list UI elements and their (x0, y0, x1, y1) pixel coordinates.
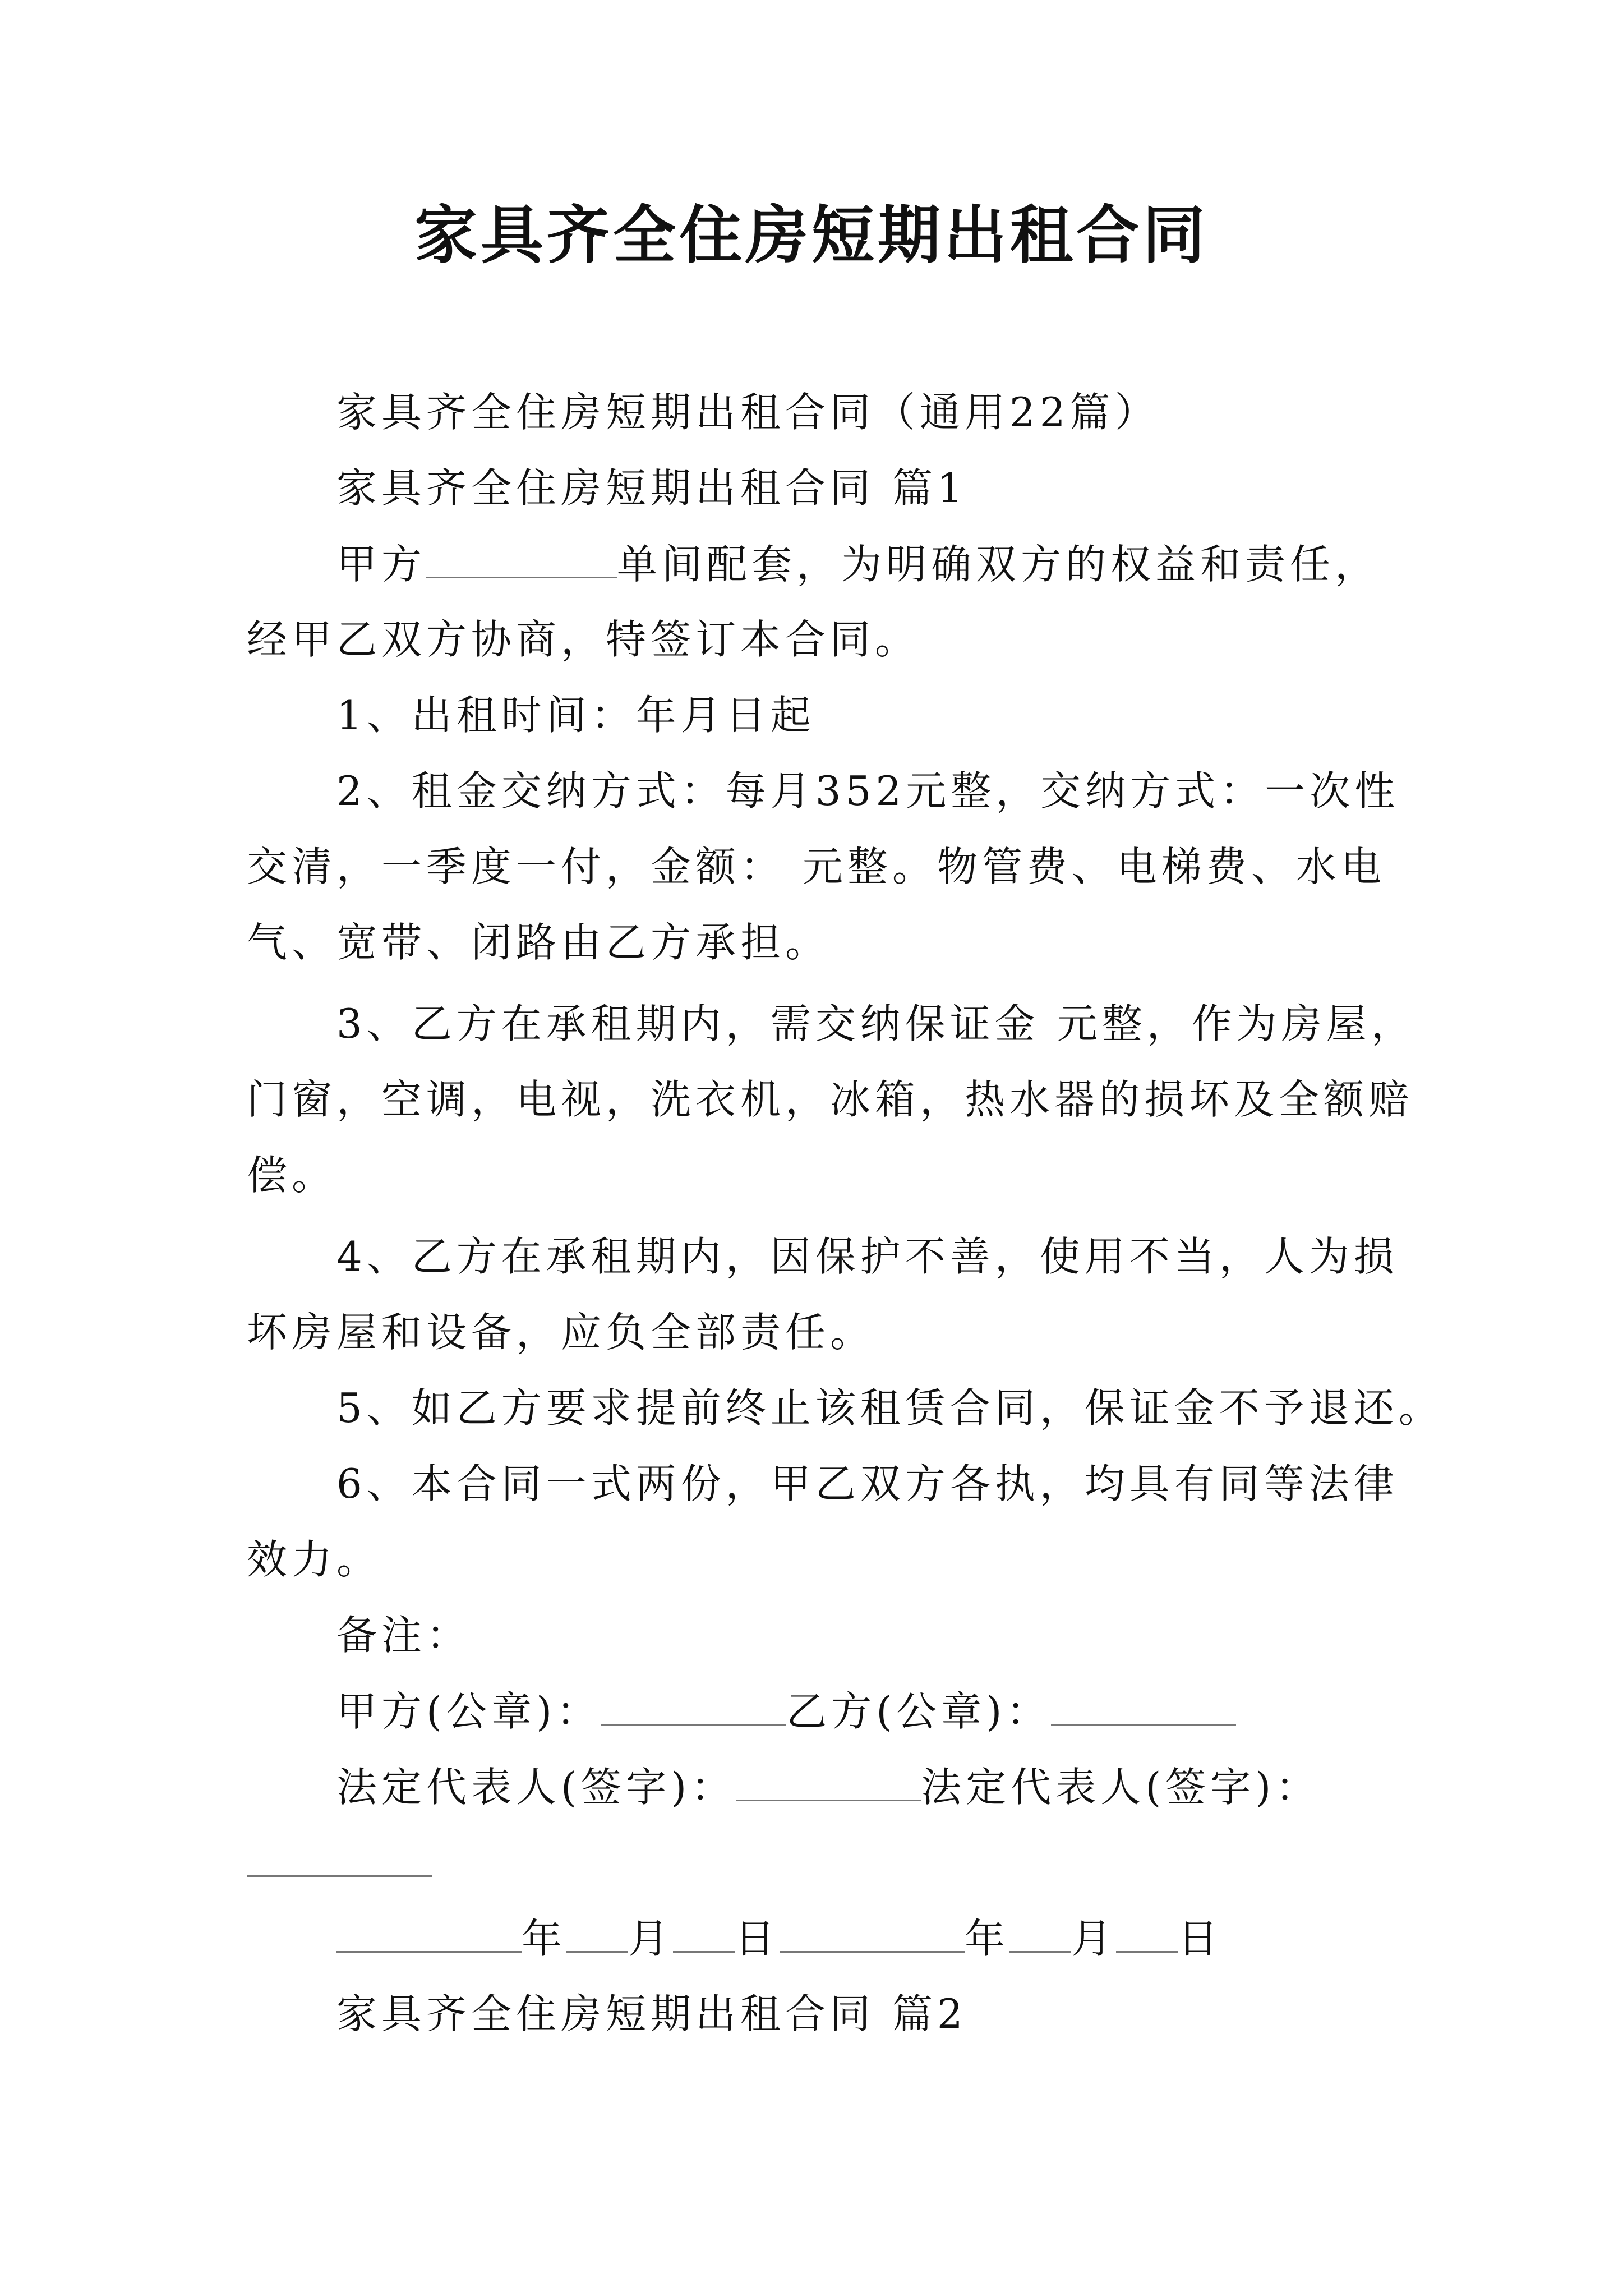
legal-rep-line (336, 1761, 1623, 1812)
legal-rep-b-blank-line (247, 1837, 1623, 1888)
document-title: 家具齐全住房短期出租合同 (414, 199, 1209, 272)
date-a-year-label: 年 (522, 1915, 567, 1962)
section-1-heading: 家具齐全住房短期出租合同 篇1 (336, 464, 967, 512)
clause-3-line-2: 门窗，空调，电视，洗衣机，冰箱，热水器的损坏及全额赔 (247, 1076, 1414, 1123)
date-b-day-blank (1116, 1913, 1178, 1953)
party-b-seal-label: 乙方(公章)： (786, 1688, 1052, 1735)
clause-1: 1、出租时间：年月日起 (336, 692, 815, 739)
date-a-day-blank (673, 1913, 735, 1953)
date-b-year-label: 年 (965, 1915, 1010, 1962)
party-a-seal-label: 甲方(公章)： (336, 1688, 602, 1735)
clause-4-line-1: 4、乙方在承租期内，因保护不善，使用不当，人为损 (336, 1233, 1399, 1280)
clause-2-line-3: 气、宽带、闭路由乙方承担。 (247, 919, 831, 966)
clause-4-line-2: 坏房屋和设备，应负全部责任。 (247, 1309, 875, 1356)
legal-rep-b-blank (247, 1837, 432, 1877)
clause-3-line-1: 3、乙方在承租期内，需交纳保证金 元整，作为房屋， (336, 1000, 1416, 1047)
clause-6-line-2: 效力。 (247, 1536, 382, 1583)
intro-paragraph-line-2: 经甲乙双方协商，特签订本合同。 (247, 616, 920, 663)
party-b-seal-blank (1051, 1686, 1236, 1726)
clause-2-line-1: 2、租金交纳方式：每月352元整，交纳方式：一次性 (336, 767, 1400, 815)
document-subtitle: 家具齐全住房短期出租合同（通用22篇） (336, 389, 1160, 436)
section-2-heading: 家具齐全住房短期出租合同 篇2 (336, 1990, 967, 2037)
legal-rep-b-label: 法定代表人(签字)： (921, 1764, 1321, 1811)
clause-2-line-2: 交清，一季度一付，金额： 元整。物管费、电梯费、水电 (247, 843, 1386, 890)
remarks-label: 备注： (336, 1612, 472, 1659)
clause-5: 5、如乙方要求提前终止该租赁合同，保证金不予退还。 (336, 1384, 1444, 1432)
clause-6-line-1: 6、本合同一式两份，甲乙双方各执，均具有同等法律 (336, 1460, 1399, 1507)
date-a-month-blank (566, 1913, 628, 1953)
date-a-month-label: 月 (628, 1915, 674, 1962)
intro-paragraph-line-1 (336, 539, 1623, 590)
legal-rep-a-label: 法定代表人(签字)： (336, 1764, 736, 1811)
date-b-year-blank (780, 1913, 965, 1953)
date-a-year-blank (336, 1913, 522, 1953)
legal-rep-a-blank (736, 1761, 921, 1801)
seal-line (336, 1686, 1623, 1737)
date-b-month-blank (1009, 1913, 1071, 1953)
party-a-label: 甲方 (336, 541, 427, 588)
intro-text: 单间配套，为明确双方的权益和责任， (617, 541, 1380, 588)
date-b-month-label: 月 (1071, 1915, 1117, 1962)
party-a-blank (426, 539, 617, 578)
date-a-day-label: 日 (735, 1915, 780, 1962)
clause-3-line-3: 偿。 (247, 1152, 337, 1199)
party-a-seal-blank (601, 1686, 786, 1726)
date-line (336, 1913, 1623, 1964)
date-b-day-label: 日 (1178, 1915, 1223, 1962)
